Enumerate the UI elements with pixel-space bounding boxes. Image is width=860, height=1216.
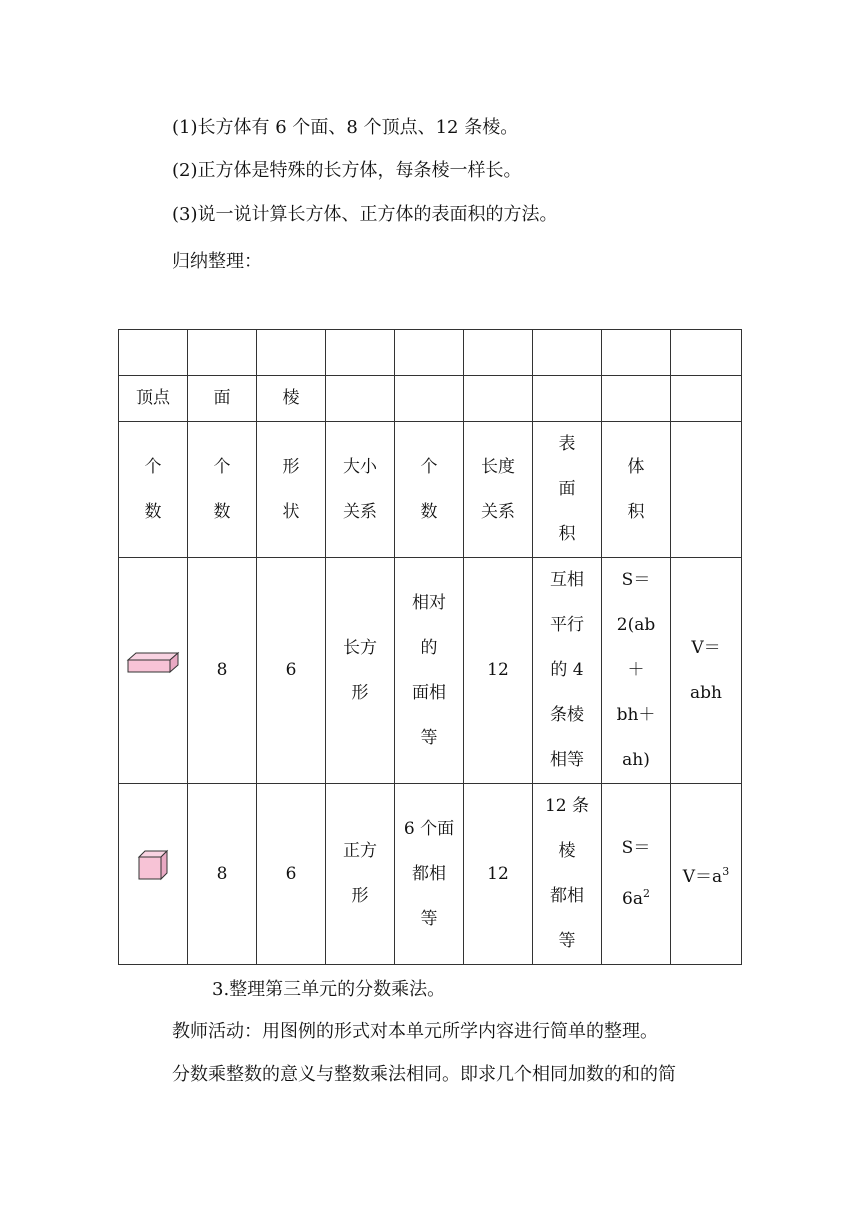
cuboid-face-relation: 相对 的 面相 等: [412, 592, 446, 748]
point-2: (2)正方体是特殊的长方体，每条棱一样长。: [172, 160, 522, 181]
table-row: [119, 422, 742, 558]
header-volume: 体 积: [627, 456, 645, 522]
cube-volume: $V=a^3$: [671, 784, 742, 965]
header-surface-area: 表 面 积: [558, 434, 576, 544]
cube-surface-area: S＝ $6a^2$: [602, 784, 671, 965]
cuboid-face-shape: 长方 形: [343, 637, 377, 703]
cube-icon: [137, 849, 169, 899]
table-row: [119, 330, 742, 376]
cuboid-faces: 6: [285, 660, 297, 680]
header-size-relation: 大小 关系: [343, 456, 377, 522]
header-count: 个 数: [213, 456, 231, 522]
table-row: [119, 784, 742, 965]
cube-face-relation: 6 个面 都相 等: [403, 818, 455, 929]
cuboid-edge-relation: 互相 平行 的 4 条棱 相等: [550, 570, 584, 770]
cube-face-shape: 正方 形: [343, 841, 377, 906]
cuboid-volume: V＝ abh: [690, 637, 722, 703]
teacher-activity: 教师活动：用图例的形式对本单元所学内容进行简单的整理。: [172, 1021, 658, 1042]
point-3: (3)说一说计算长方体、正方体的表面积的方法。: [172, 204, 558, 225]
cuboid-vertices: 8: [216, 660, 228, 680]
header-faces: 面: [188, 376, 257, 422]
point-1: (1)长方体有 6 个面、8 个顶点、12 条棱。: [172, 117, 519, 138]
section-3-heading: 3.整理第三单元的分数乘法。: [212, 979, 446, 1000]
cuboid-icon: [126, 648, 180, 693]
summary-heading: 归纳整理：: [172, 251, 262, 272]
table-row: [119, 558, 742, 784]
header-edges: 棱: [257, 376, 326, 422]
header-count: 个 数: [144, 456, 162, 522]
cuboid-edges: 12: [487, 660, 509, 680]
table-row: [119, 376, 742, 422]
header-count: 个 数: [420, 456, 438, 522]
header-vertices: 顶点: [119, 376, 188, 422]
fraction-meaning: 分数乘整数的意义与整数乘法相同。即求几个相同加数的和的简: [172, 1064, 676, 1085]
cube-edges: 12: [487, 863, 509, 884]
cuboid-surface-area: S＝ 2(ab ＋ bh＋ ah): [616, 570, 656, 770]
header-length-relation: 长度 关系: [481, 456, 515, 522]
header-shape: 形 状: [282, 456, 300, 522]
cube-faces: 6: [285, 863, 297, 884]
summary-table: [118, 329, 742, 965]
cube-edge-relation: 12 条 棱 都相 等: [544, 796, 590, 951]
cube-vertices: 8: [216, 863, 228, 884]
